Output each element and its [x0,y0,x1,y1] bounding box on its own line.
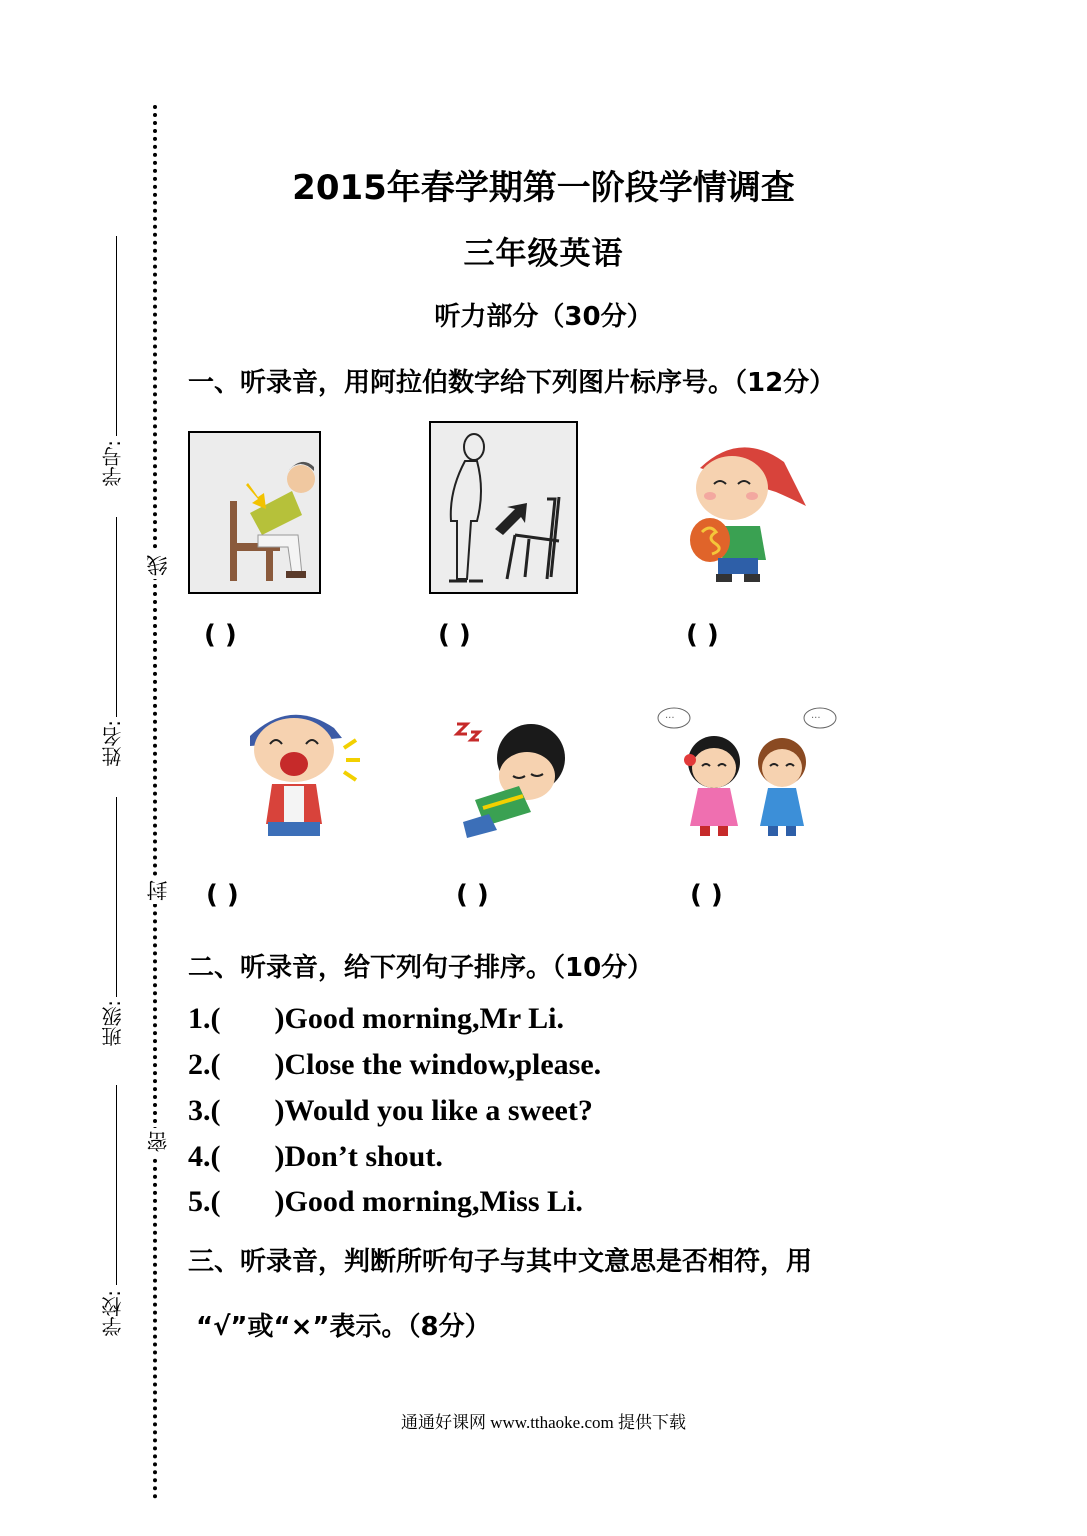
sentence-2-number: 2.( [188,1048,221,1081]
sentence-3 [188,1094,593,1128]
sentence-1 [188,1002,564,1036]
man-sitting-down-icon [188,431,321,594]
part3-instruction-line1: 三、听录音，判断所听句子与其中文意思是否相符，用 [188,1247,813,1277]
part3-instruction-line2: “√”或“×”表示。（8分） [196,1312,491,1342]
school-label: 学校: [101,1290,125,1337]
seal-char-xian: 线 [143,552,173,579]
sentence-1-number: 1.( [188,1002,221,1035]
picture3-answer-blank[interactable]: ( ) [686,620,719,650]
seal-char-mi: 密 [143,1128,173,1155]
sentence-1-text: )Good morning,Mr Li. [274,1002,564,1035]
class-label: 班级: [101,1000,125,1047]
boy-eating-sweet-icon [688,436,808,586]
page-subtitle: 三年级英语 [463,236,624,272]
sentence-2 [188,1048,601,1082]
sentence-3-number: 3.( [188,1094,221,1127]
sentence-5 [188,1185,583,1219]
class-line [116,797,117,997]
sentence-4-text: )Don’t shout. [274,1140,443,1173]
seal-char-feng: 封 [143,877,173,904]
picture6-answer-blank[interactable]: ( ) [690,880,723,910]
sentence-5-text: )Good morning,Miss Li. [274,1185,583,1218]
svg-text:···: ··· [665,713,675,724]
student-id-label: 学号: [101,440,125,487]
man-standing-up-icon [429,421,578,594]
sentence-2-text: )Close the window,please. [274,1048,602,1081]
girls-talking-icon [654,706,839,841]
picture1-answer-blank[interactable]: ( ) [204,620,237,650]
part2-instruction: 二、听录音，给下列句子排序。（10分） [188,953,654,983]
name-line [116,517,117,717]
picture5-answer-blank[interactable]: ( ) [456,880,489,910]
sentence-3-text: )Would you like a sweet? [274,1094,593,1127]
sentence-5-number: 5.( [188,1185,221,1218]
listening-section-heading: 听力部分（30分） [434,302,653,332]
boy-shouting-icon [232,704,372,844]
sentence-4-number: 4.( [188,1140,221,1173]
boy-sleeping-icon [455,714,570,844]
name-label: 姓名: [101,720,125,767]
picture2-answer-blank[interactable]: ( ) [438,620,471,650]
svg-text:···: ··· [811,713,821,724]
picture4-answer-blank[interactable]: ( ) [206,880,239,910]
sentence-4 [188,1140,443,1174]
school-line [116,1085,117,1285]
page-title: 2015年春学期第一阶段学情调查 [292,168,795,208]
part1-instruction: 一、听录音，用阿拉伯数字给下列图片标序号。（12分） [188,368,836,398]
footer-credit: 通通好课网 www.tthaoke.com 提供下载 [400,1413,687,1432]
